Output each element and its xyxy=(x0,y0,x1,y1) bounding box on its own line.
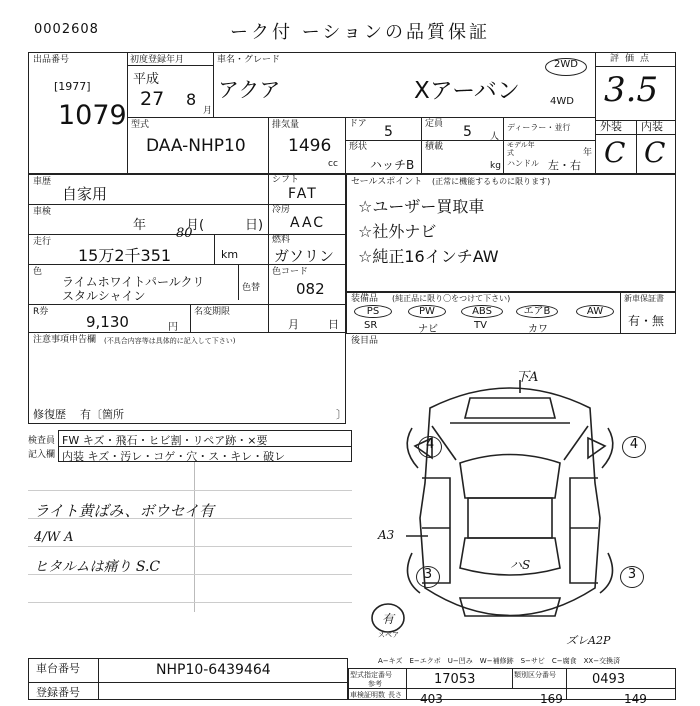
stock-number: 0002608 xyxy=(34,22,99,37)
tire-front-left: 4 xyxy=(418,436,442,458)
inspection-label: 車検 xyxy=(33,207,52,217)
displacement-label: 排気量 xyxy=(272,120,300,130)
inspector-row-2: 内装 キズ・汚レ・コゲ・穴・ス・キレ・破レ xyxy=(62,450,286,463)
equip-airbag: エアB xyxy=(516,305,558,318)
name-change-label: 名変期限 xyxy=(194,307,231,317)
color-line2: スタルシャイン xyxy=(62,289,146,303)
warranty-label: 新車保証書 xyxy=(624,294,664,303)
specified-label: 型式指定番号 xyxy=(350,671,392,679)
selling-point-1: ☆ユーザー買取車 xyxy=(358,197,485,216)
fuel: ガソリン xyxy=(274,247,335,265)
body-label: 形状 xyxy=(349,142,368,152)
capacity: 5 xyxy=(463,124,472,140)
warranty: 有・無 xyxy=(628,314,665,328)
chassis: NHP10-6439464 xyxy=(156,662,271,678)
shift: FAT xyxy=(288,186,318,202)
damage-right-bottom-mark: ズレA2P xyxy=(566,634,611,647)
spare-label: スペア xyxy=(378,631,399,639)
body: ハッチB xyxy=(370,158,415,172)
category: 0493 xyxy=(592,672,626,687)
mileage-note: 80 xyxy=(176,226,193,241)
model-name: アクア xyxy=(218,78,281,102)
model-code: DAA-NHP10 xyxy=(146,136,246,156)
drive-4wd: 4WD xyxy=(550,96,574,107)
lot-label: 出品番号 xyxy=(33,55,70,65)
capacity-label: 定員 xyxy=(425,119,444,129)
category-label: 類別区分番号 xyxy=(514,671,556,679)
model-name-label: 車名・グレード xyxy=(217,55,281,65)
color-label: 色 xyxy=(33,267,43,277)
displacement: 1496 xyxy=(288,136,332,156)
handwritten-note-1: ライト黄ばみ、ボウセイ有 xyxy=(34,502,215,520)
car-damage-diagram xyxy=(360,368,670,658)
spare-mark: 有 xyxy=(382,612,395,626)
specified: 17053 xyxy=(434,672,476,687)
rear-seat-label: 後目品 xyxy=(351,336,379,346)
height: 169 xyxy=(540,692,563,706)
equip-ps: PS xyxy=(354,305,392,318)
equip-tv: TV xyxy=(474,320,487,331)
handle-label: ハンドル xyxy=(507,159,539,168)
usage: 自家用 xyxy=(62,185,108,203)
handle: 左・右 xyxy=(548,159,581,172)
repair-label: 修復歴 xyxy=(33,408,66,421)
year: 27 xyxy=(140,88,165,110)
chassis-label: 車台番号 xyxy=(36,662,80,675)
color-code-label: 色コード xyxy=(272,267,309,277)
selling-point-2: ☆社外ナビ xyxy=(358,222,437,241)
specified-ref-label: 参考 xyxy=(368,680,382,688)
equip-sr: SR xyxy=(364,320,378,331)
name-change-month: 月 xyxy=(288,318,299,331)
tire-rear-right: 3 xyxy=(620,566,644,588)
tire-rear-left: 3 xyxy=(416,566,440,588)
equip-abs: ABS xyxy=(461,305,503,318)
length-label: 車検証明数 xyxy=(350,691,385,699)
repair-close: 〕 xyxy=(336,408,347,421)
notes-small: (不具合内容等は具体的に記入して下さい) xyxy=(104,337,236,345)
doors-label: ドア xyxy=(349,119,367,129)
tire-front-right: 4 xyxy=(622,436,646,458)
damage-top-mark: 下A xyxy=(516,370,539,385)
repair-value: 有〔箇所 xyxy=(80,408,124,421)
equipment-small: (純正品に限り〇をつけて下さい) xyxy=(392,294,511,303)
fuel-label: 燃料 xyxy=(272,235,291,245)
reg-label: 登録番号 xyxy=(36,686,80,699)
handwritten-note-2: 4/W A xyxy=(34,530,74,545)
selling-point-3: ☆純正16インチAW xyxy=(358,247,499,266)
capacity-unit: 人 xyxy=(490,132,500,142)
width: 149 xyxy=(624,692,647,706)
handwritten-note-3: ヒタルムは痛り S.C xyxy=(34,559,161,575)
exterior-label: 外装 xyxy=(600,120,622,133)
month: 8 xyxy=(186,90,197,109)
interior-label: 内装 xyxy=(641,120,663,133)
drive-2wd: 2WD xyxy=(545,58,587,76)
score: 3.5 xyxy=(604,70,659,110)
inspection-month: 月( xyxy=(186,218,205,233)
dealer-label: ディーラー・並行 xyxy=(507,123,571,132)
selling-points-small: (正常に機能するものに限ります) xyxy=(432,177,551,186)
grade: Xアーバン xyxy=(414,78,520,104)
era: 平成 xyxy=(133,72,160,87)
score-label: 評価点 xyxy=(610,54,656,64)
damage-left-mark: A3 xyxy=(378,528,395,542)
equip-navi: ナビ xyxy=(418,324,438,335)
damage-bottom-mark: ハS xyxy=(510,558,531,572)
length-small: 長さ xyxy=(388,691,402,699)
lot-number: 1079 xyxy=(58,100,127,131)
inspector-label-2: 記入欄 xyxy=(28,450,56,460)
damage-legend: A−キズ E−エクボ U−凹み W−補修跡 S−サビ C−腐食 XX−交換済 xyxy=(378,657,621,665)
inspection-year: 年 xyxy=(133,218,147,233)
color-code: 082 xyxy=(296,280,325,298)
cc-unit: cc xyxy=(328,159,338,169)
header-title: ーク付 ーションの品質保証 xyxy=(230,22,491,43)
usage-label: 車歴 xyxy=(33,177,52,187)
recycle-label: R券 xyxy=(33,307,49,317)
mileage: 15万2千351 xyxy=(78,246,172,265)
inspector-row-1: FW キズ・飛石・ヒビ割・リペア跡・×要 xyxy=(62,434,268,447)
shift-label: シフト xyxy=(272,175,300,185)
recycle-amount: 9,130 xyxy=(86,313,129,331)
equip-pw: PW xyxy=(408,305,446,318)
type-label: 型式 xyxy=(131,120,150,130)
interior-grade: C xyxy=(644,136,666,169)
exterior-grade: C xyxy=(604,136,626,169)
color-line1: ライムホワイトパールクリ xyxy=(62,275,205,289)
selling-points-label: セールスポイント xyxy=(351,177,423,187)
notes-label: 注意事項申告欄 xyxy=(33,335,97,345)
length: 403 xyxy=(420,692,443,706)
equip-aw: AW xyxy=(576,305,614,318)
load-label: 積載 xyxy=(425,142,444,152)
yen-unit: 円 xyxy=(168,322,178,333)
km-unit: km xyxy=(221,248,239,261)
first-reg-label: 初度登録年月 xyxy=(130,55,185,65)
equipment-label: 装備品 xyxy=(351,294,379,304)
name-change-day: 日 xyxy=(328,318,339,331)
mileage-label: 走行 xyxy=(33,237,52,247)
lot-small: [1977] xyxy=(54,80,91,93)
year-unit: 年 xyxy=(583,148,593,158)
doors: 5 xyxy=(384,124,393,140)
model-year-label: モデル年式 xyxy=(507,141,535,157)
repaint-label: 色替 xyxy=(242,283,261,293)
month-unit: 月 xyxy=(203,106,213,116)
inspection-day: 日) xyxy=(245,218,264,233)
equip-leather: カワ xyxy=(528,324,548,335)
inspector-label-1: 検査員 xyxy=(28,436,56,446)
kg-unit: kg xyxy=(490,161,501,171)
ac: AAC xyxy=(290,215,326,231)
ac-label: 冷房 xyxy=(272,205,291,215)
